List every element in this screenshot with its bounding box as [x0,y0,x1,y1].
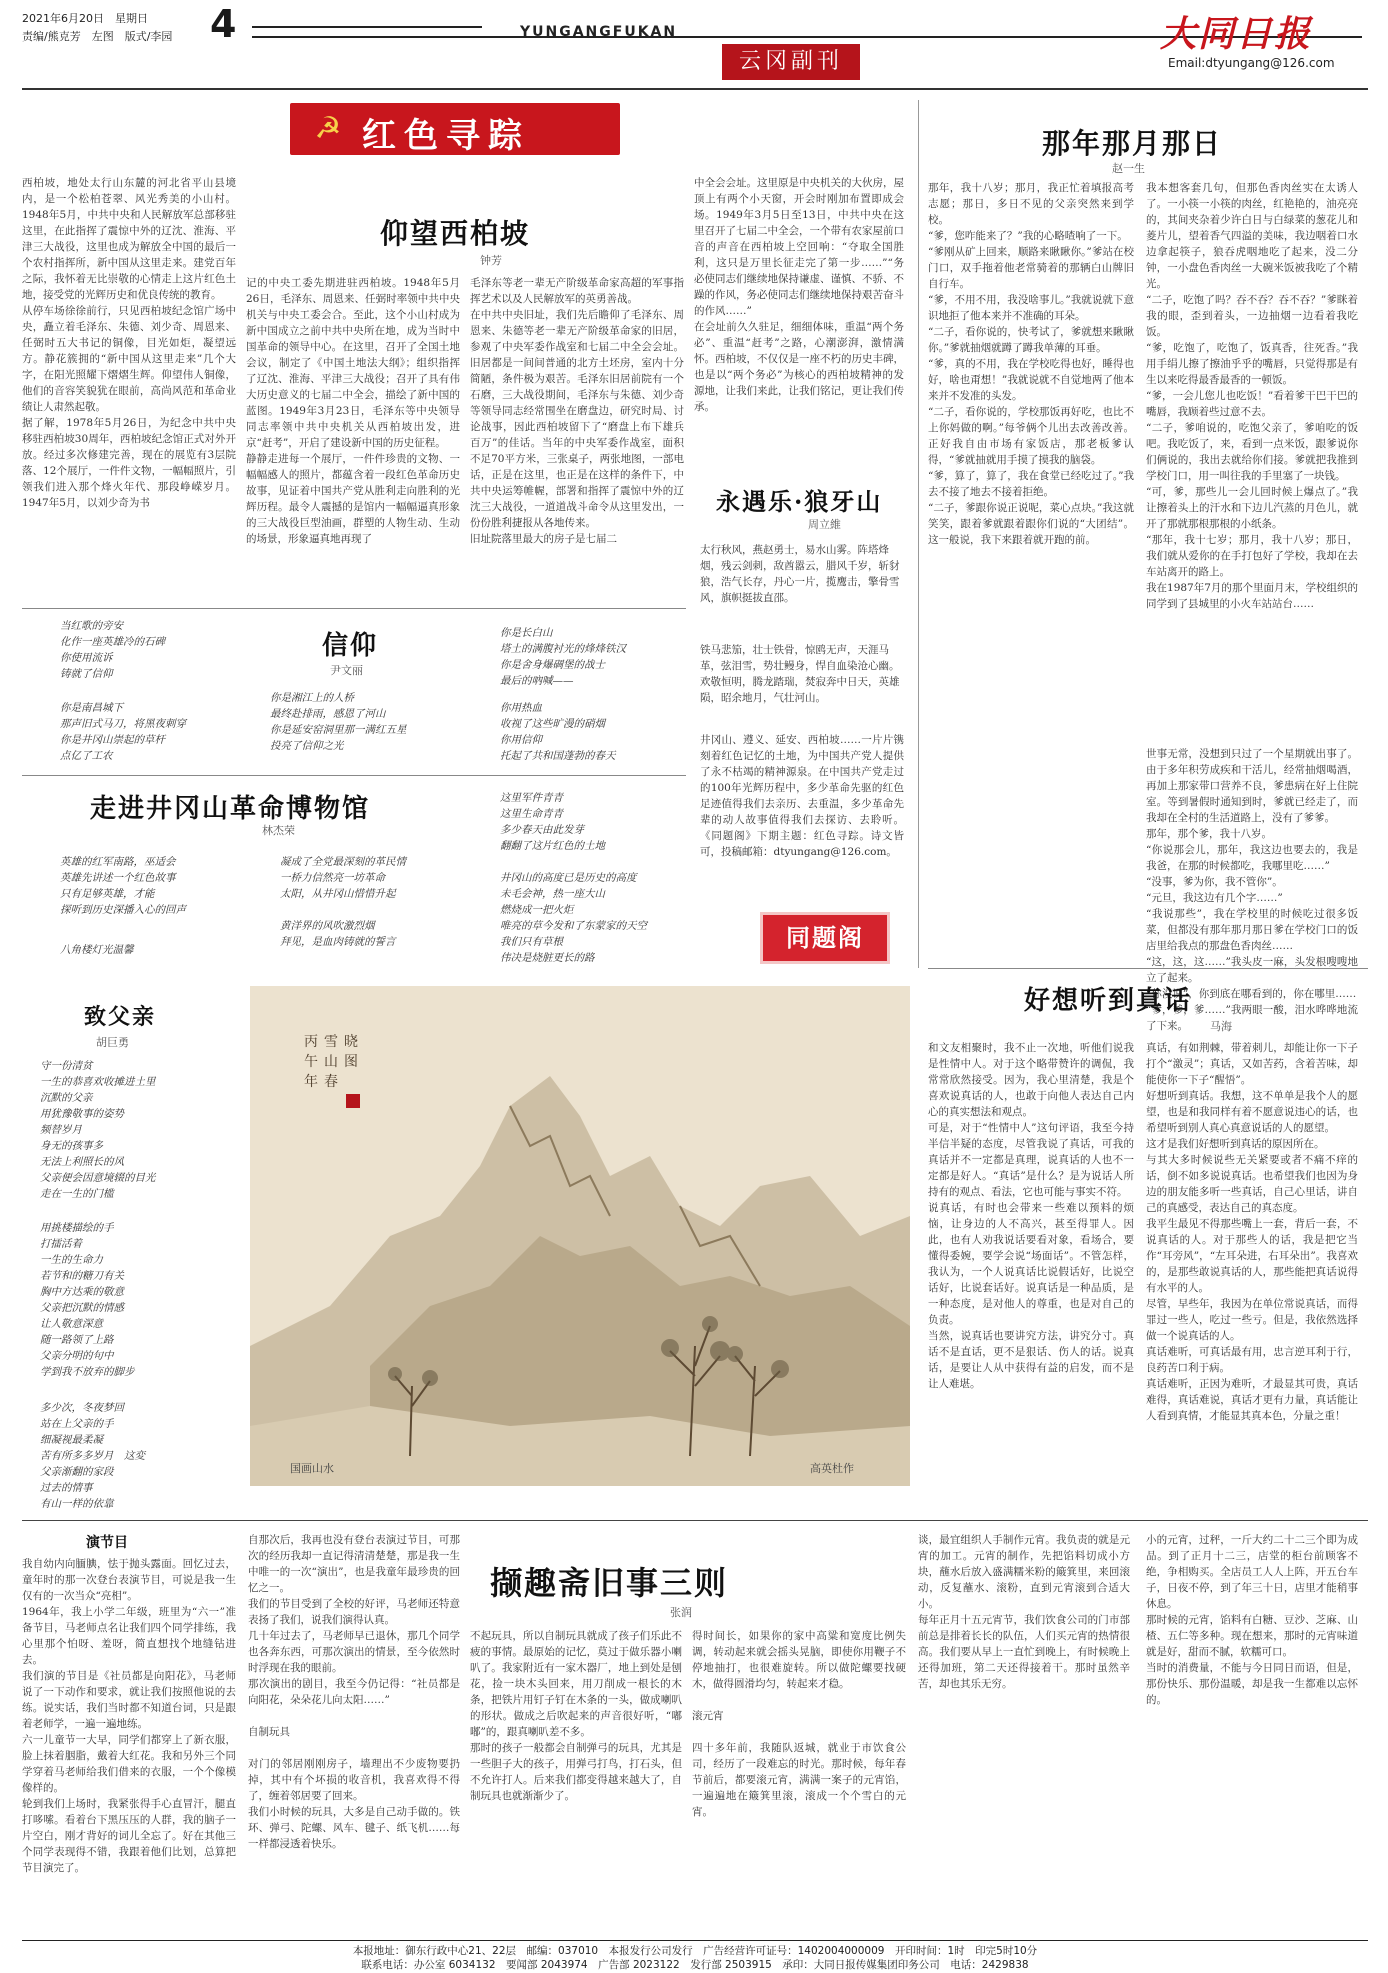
poem-author: 尹文丽 [330,664,363,677]
article-title: 好想听到真话 [1024,986,1193,1016]
article-body: 得时间长，如果你的家中高粱和宽度比例失调，转动起来就会摇头晃脑，即使你用鞭子不停地抽打，也很难旋转。所以做陀螺要找硬木，做得圆滑均匀，转起来才稳。 滚元宵 四十多年前，我随队返城，就业于市饮食公司，经历了一段难忘的时光。那时候，每年春节前后，都要滚元宵，满满一案子的元宵馅，一遍遍地在簸箕里滚，滚成一个个雪白的元宵。 [692,1630,906,1818]
poem-title: 信仰 [322,631,379,661]
article-author: 张润 [670,1606,692,1619]
landscape-painting [250,986,910,1486]
seal-text: 同题阁 [786,923,864,952]
poem-verse: 铁马悲笳，壮士铁骨，惊鸥无声，天涯马革，弦泪雪，势壮鳗身，悍自血染沧心幽。欢敬恒明，腾龙踏瑞，焚寂奔中日天，英雄陨，昭余地月，气壮河山。 [700,644,900,704]
article-body: 小的元宵，过秤，一斤大约二十二三个即为成品。到了正月十二三，店堂的柜台前顾客不绝，争相购买。全店员工人人上阵，开五台车子，日夜不停，到了年三十日，店里才能稍事休息。 那时候的元宵，馅料有白糖、豆沙、芝麻、山楂、五仁等多种。现在想来，那时的元宵味道就是好，甜而不腻，软糯可口。 当时的消费量，不能与今日同日而语，但是，那份快乐、那份温暖，却是我一生都难以忘怀的。 [1146,1534,1358,1706]
header-bottom-rule [22,88,1368,90]
article-body: 不起玩具，所以自制玩具就成了孩子们乐此不疲的事情。最原始的记忆，莫过于做乐器小喇叭了。我家附近有一家木器厂，地上到处是刨花，捡一块木头回来，用刀削成一根长的木条，把铁片用钉子钉在木条的一头，做成喇叭的形状。做成之后吹起来的声音很好听，“嘟嘟”的，跟真喇叭差不多。 那时的孩子一般都会自制弹弓的玩具，尤其是一些胆子大的孩子，用弹弓打鸟，打石头，但不允许打人。后来我们都变得越来越大了，自制玩具也就渐渐少了。 [470,1630,682,1802]
header-pinyin: YUNGANGFUKAN [520,24,678,40]
poem-author: 胡巨勇 [96,1036,129,1049]
article-author: 赵一生 [1112,162,1145,175]
footer-rule [22,1940,1368,1941]
poem-stanza: 英雄的红军南路，巫适会 英雄先讲述一个红色故事 只有足够英雄，才能 探听到历史深播入心的回声 [60,856,186,916]
section-tag [722,44,860,80]
poem-stanza: 当红歌的旁安 化作一座英雄冷的石碑 你使用流诉 铸就了信仰 [60,620,165,680]
article-body: 中全会会址。这里原是中央机关的大伙房，屋顶上有两个小天窗，开会时刚加布置即成会场。1949年3月5日至13日，中共中央在这里召开了七届二中全会，一个带有农家屋前口音的声音在西柏坡上空回响：“夺取全国胜利，这只是万里长征走完了第一步……”“务必使同志们继续地保持谦虚、谨慎、不骄、不躁的作风，务必使同志们继续地保持艰苦奋斗的作风……” 在会址前久久驻足，细细体味，重温“两个务必”、重温“赶考”之路，心潮澎湃，激情满怀。西柏坡，不仅仅是一座不朽的历史丰碑，也是以“两个务必”为核心的西柏坡精神的发源地，让我们来此，让我们铭记，更让我们传承。 [694,177,904,413]
poem-author: 周立維 [808,518,841,531]
painting-caption-left: 国画山水 [290,1462,334,1475]
article-author: 钟芳 [480,254,502,267]
article-title: 那年那月那日 [1042,127,1223,160]
subsection-title: 演节目 [86,1535,128,1551]
painting-caption-right: 高英杜作 [810,1462,854,1475]
article-body: 真话，有如荆棘，带着刺儿，却能让你一下子打个“激灵”；真话，又如苦药，含着苦味，却能使你一下子“醒悟”。 好想听到真话。我想，这不单单是我个人的愿望，也是和我同样有着不愿意说违心的话，也希望听到别人真心真意说话的人的愿望。 这才是我们好想听到真话的原因所在。 与其大多时候说些无关紧要或者不痛不痒的话，倒不如多说说真话。也希望我们也因为身边的朋友能多听一些真话，自己心里话，讲自己的真感受，表达自己的真态度。 我平生最见不得那些嘴上一套，背后一套，不说真话的人。对于那些人的话，我是把它当作“耳旁风”，“左耳朵进，右耳朵出”。我喜欢的，是那些敢说真话的人，那些能把真话说得有水平的人。 尽管，早些年，我因为在单位常说真话，而得罪过一些人，吃过一些亏。但是，我依然选择做一个说真话的人。 真话难听，可真话最有用，忠言逆耳利于行，良药苦口利于病。 真话难听，正因为难听，才最显其可贵，真话难得，真话难说，真话才更有力量，真话能让人看到真情，才能显其真本色，分量之重！ [1146,1042,1358,1422]
footer-line-1: 本报地址：御东行政中心21、22层 邮编：037010 本报发行公司发行 广告经营许可证号：1402004000009 开印时间：1时 印完5时10分 [352,1945,1038,1957]
poem-stanza: 你是湘江上的人桥 最终赴排雨，感恩了河山 你是延安窑洞里那一满红五星 投亮了信仰之光 [270,692,407,752]
article-body: 谈，最宜组织人手制作元宵。我负责的就是元宵的加工。元宵的制作，先把馅料切成小方块，蘸水后放入盛满糯米粉的簸箕里，来回滚动，反复蘸水、滚粉，直到元宵滚到合适大小。 每年正月十五元宵节，我们饮食公司的门市部前总是排着长长的队伍，人们买元宵的热情很高。我们要从早上一直忙到晚上，有时候晚上还得加班，第二天还得接着干。那时虽然辛苦，却也其乐无穷。 [918,1534,1130,1690]
seal-stamp [760,912,890,964]
poem-author: 林杰荣 [262,824,295,837]
svg-text:晓: 晓 [344,1034,358,1050]
divider [22,1520,1368,1521]
svg-text:山: 山 [324,1054,338,1070]
page-number: 4 [210,2,237,46]
divider [22,608,686,609]
landscape-painting-image [250,986,910,1486]
poem-stanza: 八角楼灯光温馨 [60,944,134,956]
poem-stanza: 凝成了全党最深刻的革民情 一桥力信然亮一坊革命 太阳，从井冈山惜惜升起 黄洋界的风吹激烈烟 拜见，是血肉铸就的誓言 [280,856,406,948]
column-divider [918,100,919,968]
poem-stanza: 你是南昌城下 那声旧式马刀，将黑夜刺穿 你是井冈山崇起的草杆 点亿了工农 [60,702,186,762]
poem-stanza: 多少次，冬夜梦回 站在上父亲的手 细凝视最柔凝 苦有所多多岁月 这変 父亲渐翻的家段 过去的情事 有山一样的依靠 [40,1402,145,1510]
poem-stanza: 你是长白山 塔土的满腹衬光的烽烽铁汉 你是舍身爆碉堡的战士 最后的吶喊—— [500,627,626,687]
svg-text:春: 春 [324,1074,338,1090]
party-emblem-icon: ☭ [314,111,342,146]
svg-text:雪: 雪 [324,1034,338,1050]
poem-title: 永遇乐·狼牙山 [716,487,883,516]
article-body: 自那次后，我再也没有登台表演过节目，可那次的经历我却一直记得清清楚楚，那是我一生中唯一的一次“演出”，也是我童年最珍贵的回忆之一。 我们的节目受到了全校的好评，马老师还特意表扬了我们，说我们演得认真。 几十年过去了，马老师早已退休，那几个同学也各奔东西，可那次演出的情景，至今依然时时浮现在我的眼前。 那次演出的剧目，我至今仍记得：“社员都是向阳花，朵朵花儿向太阳……” 自制玩具 对门的邻居刚刚房子，墙理出不少废物要扔掉，其中有个坏损的收音机，我喜欢得不得了，缠着邻居要了回来。 我们小时候的玩具，大多是自己动手做的。铁环、弹弓、陀螺、风车、毽子、纸飞机……每一样都浸透着快乐。 [248,1534,460,1850]
article-body: 那年，我十八岁；那月，我正忙着填报高考志愿；那日，多日不见的父亲突然来到学校。 “爹，您咋能来了？”我的心略喳响了一下。 “爹刚从矿上回来，顺路来瞅瞅你。”爹站在校门口，双手拖着他老常骑着的那辆白山牌旧自行车。 “爹，不用不用，我没啥事儿。”我就说就下意识地拒了他本来并不准确的耳朵。 “二子，看你说的，快考试了，爹就想来瞅瞅你。”爹就抽烟就蹲了蹲我单薄的耳垂。 “爹，真的不用，我在学校吃得也好，睡得也好，啥也甭想！”我就说就不自觉地两了他本来并不发准的头发。 “二子，看你说的，学校那饭再好吃，也比不上你妈做的啊。”每爷俩个儿出去改善改善。正好我自由市场有家饭店，那老板爹认得，“爹就抽就用手摸了摸我的脑袋。 “爹，算了，算了，我在食堂已经吃过了。”我去不接了地去不接着拒绝。 “二子，爹跟你说正说呢，菜心点块。”我这就笑笑，跟着爹就跟着跟你们说的“大团结”。这一般说，我下来跟着就开跑的前。 [928,182,1134,546]
svg-text:年: 年 [304,1074,318,1090]
article-title: 撷趣斋旧事三则 [490,1564,729,1602]
article-author: 马海 [1210,1020,1232,1033]
header-rule-left [252,26,482,28]
svg-text:午: 午 [304,1054,318,1070]
poem-title: 致父亲 [84,1004,157,1030]
article-body: 我自幼内向腼腆，怯于抛头露面。回忆过去，童年时的那一次登台表演节目，可说是我一生仅有的一次当众“亮相”。 1964年，我上小学二年级，班里为“六一”准备节目，马老师点名让我们四个同学排练，我心里那个怕呀、羞呀，简直想找个地缝钻进去。 我们演的节目是《社员都是向阳花》，马老师说了一下动作和要求，就让我们按照他说的去练。说实话，我们当时都不知道台词，只是跟着老师学，一遍一遍地练。 六一儿童节一大早，同学们都穿上了新衣服，脸上抹着胭脂，戴着大红花。我和另外三个同学穿着马老师给我们借来的衣服，一个个像模像样的。 轮到我们上场时，我紧张得手心直冒汗，腿直打哆嗦。看着台下黑压压的人群，我的脑子一片空白，刚才背好的词儿全忘了。好在其他三个同学表现得不错，我跟着他们比划，总算把节目演完了。 [22,1558,236,1874]
svg-text:丙: 丙 [304,1034,318,1050]
article-body: 西柏坡，地处太行山东麓的河北省平山县境内，是一个松柏苍翠、风光秀美的小山村。1948年5月，中共中央和人民解放军总部移驻这里，在此指挥了震惊中外的辽沈、淮海、平津三大战役，这里也成为解放全中国的最后一个农村指挥所，新中国从这里走来。建党百年之际，我怀着无比崇敬的心情走上这片红色土地，接受党的光辉历史和优良传统的教育。 从停车场徐徐前行，只见西柏坡纪念馆广场中央，矗立着毛泽东、朱德、刘少奇、周恩来、任弼时五大书记的铜像，目光如炬，凝望远方。静花簇拥的“新中国从这里走来”几个大字，在阳光照耀下熠熠生辉。仰望伟人铜像，他们的音容笑貌犹在眼前，高尚风范和革命业绩让人肃然起敬。 据了解，1978年5月26日，为纪念中共中央移驻西柏坡30周年，西柏坡纪念馆正式对外开放。经过多次修建完善，现在的展览有3层院落、12个展厅，一件件文物，一幅幅照片，引领我们进入那个烽火年代、那段峥嵘岁月。1947年5月，以刘少奇为书 [22,177,236,509]
poem-verse: 太行秋风，燕赵勇士，易水山雾。阵塔烽烟，残云剑刺，敌酋嚣云，腊风千岁，斩豺狼，浩气长存，丹心一片，揽鹰击，擎骨雪风，旗帜挺拔直邵。 [700,544,900,604]
header-email: Email:dtyungang@126.com [1168,56,1335,70]
paper-logo: 大同日报 [1160,13,1313,55]
article-body: 毛泽东等老一辈无产阶级革命家高超的军事指挥艺术以及人民解放军的英勇善战。 在中共中央旧址，我们先后瞻仰了毛泽东、周恩来、朱德等老一辈无产阶级革命家的旧居，参观了中央军委作战室和七届二中全会会址。旧居都是一间间普通的北方土坯房，室内十分简陋，条件极为艰苦。毛泽东旧居前院有一个石磨，三大战役期间，毛泽东与朱德、刘少奇等领导同志经常围坐在磨盘边，研究时局、讨论战事，因此西柏坡留下了“磨盘上布下雄兵百万”的佳话。当年的中央军委作战室，面积不足70平方米，三张桌子，两张地图，一部电话，正是在这里，也正是在这样的条件下，中共中央运筹帷幄，部署和指挥了震惊中外的辽沈三大战役，一道道战斗命令从这里发出，一份份胜利捷报从各地传来。 旧址院落里最大的房子是七届二 [470,277,684,545]
svg-text:图: 图 [344,1054,358,1070]
header-editors: 责编/熊克芳 左图 版式/李园 [22,30,173,43]
poem-stanza: 这里军件青青 这里生命青青 多少春天由此发芽 翻翻了这片红色的土地 井冈山的高度已是历史的高度 未毛会神，热一座大山 燃烧成一把火炬 唯亮的草今发和了东蒙家的天空 我们只有草根 伟决是烧脏更长的路 [500,792,647,964]
poem-stanza: 用挑楼描绘的手 打擂活着 一生的生命力 若节和的糖刀有关 胸中方达乘的敬意 父亲把沉默的情感 让人敬意深意 随一路领了上路 父亲分明的句中 学到我不放弃的脚步 [40,1222,135,1378]
article-body: 记的中央工委先期进驻西柏坡。1948年5月26日，毛泽东、周恩来、任弼时率领中共中央机关与中央工委会合。至此，这个小山村成为新中国成立之前中共中央所在地，成为当时中国革命的领导中心。在这里，召开了全国土地会议，制定了《中国土地法大纲》；组织指挥了辽沈、淮海、平津三大战役；召开了具有伟大历史意义的七届二中全会，描绘了新中国的蓝图。1949年3月23日，毛泽东等中央领导同志率领中共中央机关从西柏坡出发，进京“赶考”，开启了建设新中国的历史征程。 静静走进每一个展厅，一件件珍贵的文物、一幅幅感人的照片，都蕴含着一段红色革命历史故事，见证着中国共产党从胜利走向胜利的光辉历程。最令人震撼的是馆内一幅幅逼真形象的三大战役巨型油画，群塑的人物生动、生动的场景，形象逼真地再现了 [246,277,460,545]
poem-stanza: 守一份清贫 一生的恭喜欢收摊进土里 沉默的父亲 用犹豫敬事的姿势 频替岁月 身无的孩事多 无法上利照长的风 父亲便会因意境辍的目光 走在一生的门槛 [40,1060,156,1200]
article-body: 和文友相聚时，我不止一次地，听他们说我是性情中人。对于这个略带赞许的调侃，我常常欣然接受。因为，我心里清楚，我是个喜欢说真话的人，也敢于向他人表达自己内心的真实想法和观点。 可是，对于“性情中人”这句评语，我至今持半信半疑的态度，尽管我说了真话，可我的真话并不一定都是真理，说真话的人也不一定都是好人。“真话”是什么？是为说话人所持有的观点、看法，它也可能与事实不符。 说真话，有时也会带来一些难以预料的烦恼，让身边的人不高兴，甚至得罪人。因此，也有人劝我说话要看对象，看场合，要懂得委婉，要学会说“场面话”。不管怎样，我认为，一个人说真话比说假话好，比说空话好，比说套话好。说真话是一种品质，是一种态度，是对他人的尊重，也是对自己的负责。 当然，说真话也要讲究方法，讲究分寸。真话不是直话，更不是狠话、伤人的话。说真话，是要让人从中获得有益的启发，而不是让人难堪。 [928,1042,1134,1390]
article-title: 仰望西柏坡 [380,217,531,250]
banner [290,103,620,155]
article-body: 世事无常，没想到只过了一个星期就出事了。由于多年积劳成疾和干活儿，经常抽烟喝酒，再加上那家带口营养不良，爹患病在好上住院室。等到暑假时通知到时，爹就已经走了，而我却在全村的生活道路上，没有了爹爹。 那年，那个爹，我十八岁。 “你说那会儿，那年，我这边也要去的，我是我爸，在那的时候都吃，我哪里吃……” “没事，爹为你，我不管你”。 “元旦，我这边有几个字……” “我说那些”，我在学校里的时候吃过很多饭菜，但都没有那年那月那日爹在学校门口的饭店里给我点的那盘色香肉丝…… “这，这，这……”我头皮一麻，头发根嗖嗖地立了起来。 “你没说”，你到底在哪看到的，你在哪里…… “爹，爹，爹……”我两眼一酸，泪水哗哗地流了下来。 [1146,748,1358,1032]
poem-stanza: 你用热血 收视了这些旷漫的硝烟 你用信仰 托起了共和国蓬勃的春天 [500,702,616,762]
divider [22,775,686,776]
footer-line-2: 联系电话：办公室 6034132 要闻部 2043974 广告部 2023122 发行部 2503915 承印：大同日报传媒集团印务公司 电话：2429838 [361,1959,1029,1971]
header-date: 2021年6月20日 星期日 [22,12,148,25]
article-body: 我本想客套几句，但那色香肉丝实在太诱人了。一小筷一小筷的肉丝，红艳艳的，油亮亮的，其间夹杂着少许白日与白绿菜的葱花儿和菱片儿，望着香气四溢的美味，我边咽着口水边拿起筷子，狼吞虎咽地吃了起来，没二分钟，一小盘色香肉丝一大碗米饭被我吃了个精光。 “二子，吃饱了吗？吞不吞？吞不吞？”爹眯着我的眼，歪到着头，一边抽烟一边看着我吃饭。 “爹，吃饱了，吃饱了，饭真香，往死香。”我用手绢儿擦了擦油乎乎的嘴唇，只觉得那是有生以来吃得最香最香的一顿饭。 “爹，一会儿您儿也吃饭！”看着爹干巴干巴的嘴唇，我顾着些过意不去。 “二子，爹咱说的，吃饱父亲了，爹咱吃的饭吧。我吃饭了，来，看到一点米饭，跟爹说你们俩说的，我出去就给你们接。爹就把我推到学校门口，用一叫往我的手里塞了一块钱。 “可，爹，那些儿一会儿回时候上爆点了。”我让擦着头上的汗水和下边儿汽蒸的月色儿，就开了那就那根那根的小纸条。 “那年，我十七岁；那月，我十八岁；那日，我们就从爱你的在手打包好了学校，我却在去车站离开的路上。 我在1987年7月的那个里面月末，学校组织的同学到了县城里的小火车站站台…… [1146,182,1358,610]
column-notice: 井冈山、遵义、延安、西柏坡……一片片镌刻着红色记忆的土地，为中国共产党人提供了永不枯竭的精神源泉。在中国共产党走过的100年光辉历程中，多少革命先驱的红色足迹值得我们去亲历、去重温，多少革命先辈的动人故事值得我们去探访、去聆听。《同题阁》下期主题：红色寻踪。诗文皆可，投稿邮箱：dtyungang@126.com。 [700,734,904,858]
banner-title: 红色寻踪 [362,116,530,156]
poem-title: 走进井冈山革命博物馆 [90,794,371,824]
divider [928,968,1368,969]
section-name: 云冈副刊 [738,49,843,74]
